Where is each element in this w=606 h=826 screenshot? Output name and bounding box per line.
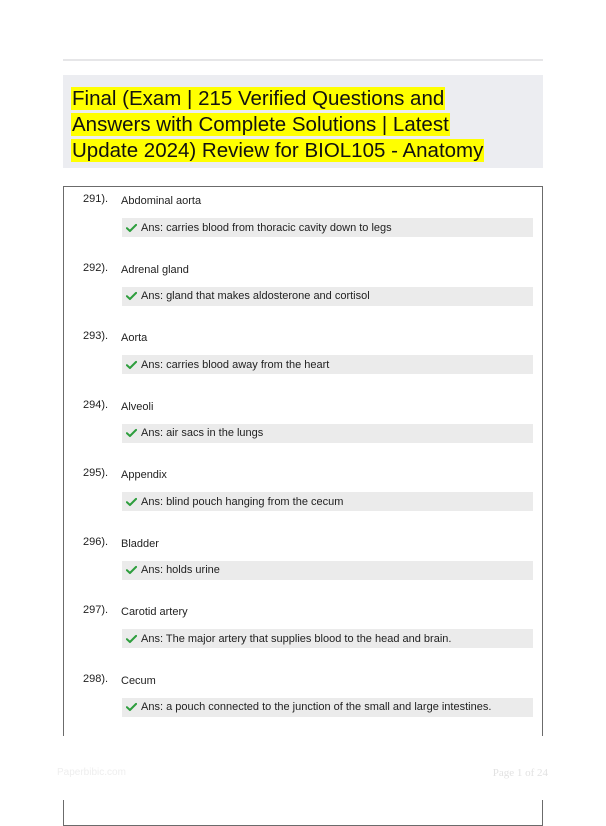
questions-panel — [63, 186, 543, 826]
question-item — [64, 461, 542, 529]
question-number: 296). — [83, 535, 109, 548]
title-line-2: Answers with Complete Solutions | Latest — [72, 113, 449, 136]
question-term: Cecum — [121, 674, 156, 687]
question-term: Adrenal gland — [121, 263, 189, 276]
title-banner — [63, 75, 543, 168]
check-icon — [126, 565, 137, 575]
question-item — [64, 187, 542, 255]
question-number: 294). — [83, 398, 109, 411]
check-icon — [126, 497, 137, 507]
check-icon — [126, 634, 137, 644]
check-icon — [126, 702, 137, 712]
answer-box — [122, 629, 533, 648]
answer-box — [122, 698, 533, 717]
page-number: Page 1 of 24 — [492, 767, 548, 779]
check-icon — [126, 291, 137, 301]
footer-site-watermark: Paperbibic.com — [57, 767, 126, 778]
answer-text: Ans: a pouch connected to the junction of the small and large intestines. — [141, 701, 492, 713]
answer-box — [122, 355, 533, 374]
question-term: Appendix — [121, 469, 167, 481]
answer-text: Ans: carries blood from thoracic cavity down to legs — [141, 221, 392, 234]
answer-text: Ans: blind pouch hanging from the cecum — [141, 495, 344, 508]
question-number: 292). — [83, 261, 109, 274]
question-number: 293). — [83, 330, 109, 342]
answer-text: Ans: gland that makes aldosterone and cortisol — [141, 290, 370, 302]
answer-box — [122, 424, 533, 443]
question-term: Aorta — [121, 332, 148, 344]
question-term: Abdominal aorta — [121, 195, 202, 207]
question-number: 291). — [83, 193, 109, 205]
answer-text: Ans: holds urine — [141, 564, 220, 576]
check-icon — [126, 223, 137, 233]
check-icon — [126, 360, 137, 370]
question-number: 295). — [83, 467, 109, 479]
top-divider — [63, 59, 543, 61]
question-term: Alveoli — [121, 400, 154, 413]
title-line-1: Final (Exam | 215 Verified Questions and — [72, 87, 445, 110]
question-item — [64, 530, 542, 598]
question-number: 297). — [83, 604, 109, 616]
answer-box — [122, 561, 533, 580]
question-term: Bladder — [121, 537, 159, 550]
answer-box — [122, 287, 533, 306]
answer-text: Ans: carries blood away from the heart — [141, 358, 330, 371]
question-item — [64, 598, 542, 666]
document-title — [71, 86, 535, 164]
question-number: 298). — [83, 672, 109, 685]
answer-text: Ans: air sacs in the lungs — [141, 427, 264, 439]
answer-box — [122, 218, 533, 237]
question-item — [64, 393, 542, 461]
question-item — [64, 324, 542, 392]
title-line-3: Update 2024) Review for BIOL105 - Anatomy — [72, 139, 484, 162]
check-icon — [126, 428, 137, 438]
question-term: Carotid artery — [121, 606, 188, 618]
question-item — [64, 256, 542, 324]
answer-text: Ans: The major artery that supplies blood to the head and brain. — [141, 632, 452, 645]
question-item — [64, 667, 542, 735]
answer-box — [122, 492, 533, 511]
